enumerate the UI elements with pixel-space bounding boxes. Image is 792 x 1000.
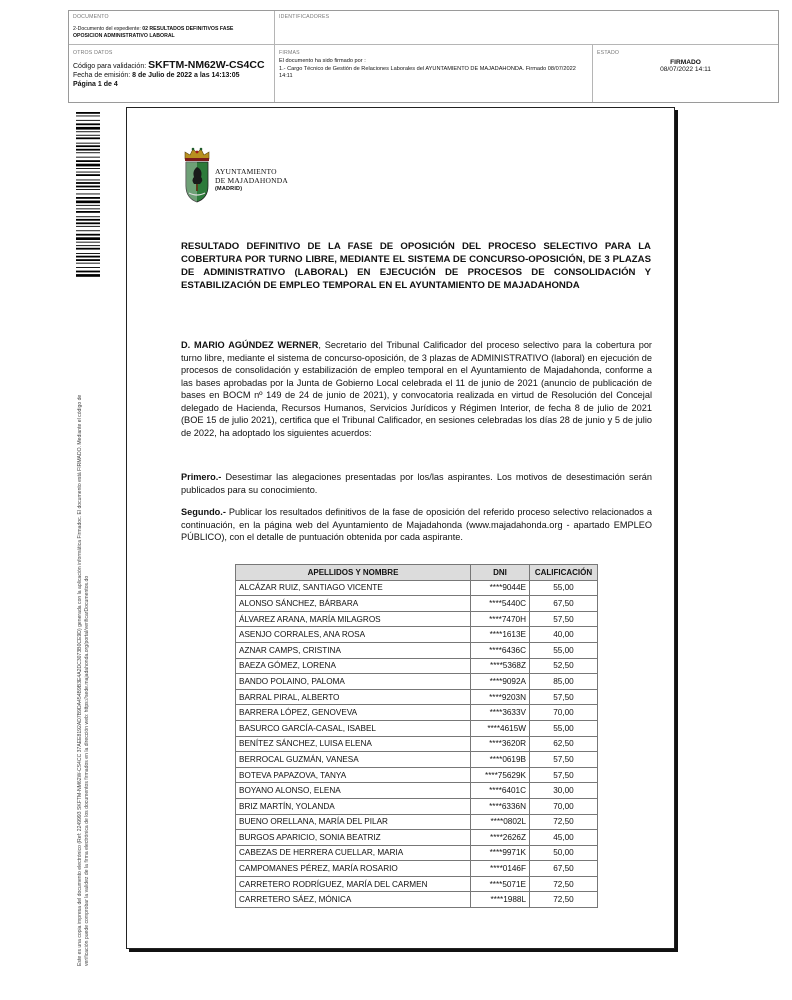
cell-nombre: AZNAR CAMPS, CRISTINA (236, 642, 471, 658)
documento-title (73, 26, 243, 40)
table-row (236, 674, 598, 690)
table-row (236, 892, 598, 908)
table-row (236, 596, 598, 612)
cell-dni: ****9092A (471, 674, 530, 690)
segundo-paragraph (181, 506, 652, 544)
cell-dni: ****6336N (471, 798, 530, 814)
cell-nombre: BENÍTEZ SÁNCHEZ, LUISA ELENA (236, 736, 471, 752)
cell-calificacion: 72,50 (530, 892, 598, 908)
results-table (235, 564, 598, 908)
table-row (236, 720, 598, 736)
cell-calificacion: 67,50 (530, 596, 598, 612)
cell-nombre: BARRERA LÓPEZ, GENOVEVA (236, 705, 471, 721)
cell-nombre: BOTEVA PAPAZOVA, TANYA (236, 767, 471, 783)
primero-text: Desestimar las alegaciones presentadas por los/las aspirantes. Los motivos de desestimación serán publicados para su conocimiento. (181, 472, 652, 495)
cell-calificacion: 55,00 (530, 720, 598, 736)
primero-paragraph (181, 471, 652, 496)
cell-nombre: ÁLVAREZ ARANA, MARÍA MILAGROS (236, 611, 471, 627)
cell-calificacion: 55,00 (530, 580, 598, 596)
cell-nombre: BOYANO ALONSO, ELENA (236, 783, 471, 799)
cell-dni: ****0146F (471, 861, 530, 877)
otros-datos-label: OTROS DATOS (73, 50, 113, 56)
identificadores-label: IDENTIFICADORES (279, 14, 330, 20)
table-row (236, 845, 598, 861)
cell-calificacion: 52,50 (530, 658, 598, 674)
table-row (236, 783, 598, 799)
codigo-value[interactable]: SKFTM-NM62W-CS4CC (148, 59, 265, 71)
cell-nombre: BARRAL PIRAL, ALBERTO (236, 689, 471, 705)
cell-dni: ****9044E (471, 580, 530, 596)
codigo-validacion (73, 59, 270, 72)
cell-dni: ****4615W (471, 720, 530, 736)
cell-dni: ****0802L (471, 814, 530, 830)
cell-calificacion: 62,50 (530, 736, 598, 752)
cell-nombre: BUENO ORELLANA, MARÍA DEL PILAR (236, 814, 471, 830)
table-row (236, 658, 598, 674)
cell-calificacion: 57,50 (530, 767, 598, 783)
cell-nombre: BAEZA GÓMEZ, LORENA (236, 658, 471, 674)
cell-calificacion: 67,50 (530, 861, 598, 877)
cell-calificacion: 85,00 (530, 674, 598, 690)
cell-dni: ****1988L (471, 892, 530, 908)
cell-dni: ****5440C (471, 596, 530, 612)
cell-dni: ****9971K (471, 845, 530, 861)
segundo-label: Segundo.- (181, 507, 226, 517)
cell-calificacion: 57,50 (530, 752, 598, 768)
table-row (236, 705, 598, 721)
org-line-3: (MADRID) (215, 185, 243, 192)
coat-of-arms-icon (181, 146, 213, 208)
documento-cell (69, 11, 275, 45)
table-row (236, 580, 598, 596)
cell-calificacion: 55,00 (530, 642, 598, 658)
cell-dni: ****5368Z (471, 658, 530, 674)
cell-calificacion: 57,50 (530, 611, 598, 627)
identificadores-cell (275, 11, 778, 45)
barcode-icon (76, 112, 100, 278)
cell-calificacion: 45,00 (530, 830, 598, 846)
column-header-nombre: APELLIDOS Y NOMBRE (236, 565, 471, 581)
document-page (126, 107, 675, 949)
cell-nombre: BASURCO GARCÍA-CASAL, ISABEL (236, 720, 471, 736)
intro-text: , Secretario del Tribunal Calificador del proceso selectivo para la cobertura por turno libre, mediante el sistema de concurso-oposición, de 3 plazas de ADMINISTRATIVO (laboral) en ejecución de procesos de consolidación y estabilización de empleo temporal en el Ayuntamiento de Majadahonda, conforme a las bases aprobadas por la Junta de Gobierno Local celebrada el 11 de junio de 2021 (anuncio de publicación de bases en BOCM nº 149 de 24 de junio de 2021), y convocatoria realizada en virtud de Resolución del Concejal delegado de Hacienda, Recursos Humanos, Servicios Jurídicos y Régimen Interior, de fecha 8 de julio de 2021 (BOE 15 de julio 2021), certifica que el Tribunal Calificador, en sesiones celebradas los días 28 de junio y 5 de julio de 2022, ha adoptado los siguientes acuerdos: (181, 340, 652, 438)
cell-nombre: BERROCAL GUZMÁN, VANESA (236, 752, 471, 768)
org-line-2: DE MAJADAHONDA (215, 176, 289, 186)
table-row (236, 767, 598, 783)
estado-label: ESTADO (597, 50, 620, 56)
cell-dni: ****3620R (471, 736, 530, 752)
table-row (236, 752, 598, 768)
firmas-text: 1.- Cargo Técnico de Gestión de Relaciones Laborales del AYUNTAMIENTO DE MAJADAHONDA. Firmado 08/07/2022 14:11 (279, 65, 576, 80)
firmas-intro: El documento ha sido firmado por : (279, 58, 366, 64)
cell-nombre: CARRETERO SÁEZ, MÓNICA (236, 892, 471, 908)
cell-calificacion: 72,50 (530, 876, 598, 892)
secretary-name: D. MARIO AGÚNDEZ WERNER (181, 340, 319, 350)
cell-dni: ****9203N (471, 689, 530, 705)
estado-value: FIRMADO (670, 59, 701, 66)
document-metadata-header (68, 10, 779, 103)
cell-dni: ****6401C (471, 783, 530, 799)
fecha-label: Fecha de emisión: (73, 72, 133, 80)
firmas-cell (275, 45, 593, 102)
cell-calificacion: 72,50 (530, 814, 598, 830)
cell-nombre: BURGOS APARICIO, SONIA BEATRIZ (236, 830, 471, 846)
table-row (236, 611, 598, 627)
side-text-line-1: Este es una copia impresa del documento electrónico (Ref: 2249993 SKFTM-NM62W-CS4CC 37AEE8192AD7B9DA454B9B3E4A2DC3073B0CE9D) generada con la aplicación informática Firmadoc. El documento está FIRMADO. Mediante el código de (77, 394, 83, 966)
table-row (236, 642, 598, 658)
table-row (236, 627, 598, 643)
table-row (236, 830, 598, 846)
document-title: RESULTADO DEFINITIVO DE LA FASE DE OPOSICIÓN DEL PROCESO SELECTIVO PARA LA COBERTURA POR TURNO LIBRE, MEDIANTE EL SISTEMA DE CONCURSO-OPOSICIÓN, DE 3 PLAZAS DE ADMINISTRATIVO (LABORAL) EN EJECUCIÓN DE PROCESOS DE CONSOLIDACIÓN Y ESTABILIZACIÓN DE EMPLEO TEMPORAL EN EL AYUNTAMIENTO DE MAJADAHONDA (181, 241, 651, 292)
cell-nombre: ALONSO SÁNCHEZ, BÁRBARA (236, 596, 471, 612)
cell-dni: ****6436C (471, 642, 530, 658)
table-row (236, 876, 598, 892)
cell-dni: ****0619B (471, 752, 530, 768)
cell-calificacion: 40,00 (530, 627, 598, 643)
intro-paragraph (181, 339, 652, 439)
cell-calificacion: 70,00 (530, 705, 598, 721)
side-text-line-2: verificación puede comprobar la validez de la firma electrónica de los documentos firmados en la dirección web: https://sede.majadahonda.org/portal/verificarDocumentos.do (84, 575, 91, 966)
cell-dni: ****75629K (471, 767, 530, 783)
cell-calificacion: 50,00 (530, 845, 598, 861)
primero-label: Primero.- (181, 472, 222, 482)
codigo-label: Código para validación: (73, 63, 149, 70)
cell-calificacion: 57,50 (530, 689, 598, 705)
cell-dni: ****2626Z (471, 830, 530, 846)
table-row (236, 689, 598, 705)
table-row (236, 798, 598, 814)
cell-nombre: CAMPOMANES PÉREZ, MARÍA ROSARIO (236, 861, 471, 877)
table-row (236, 814, 598, 830)
results-table-body (236, 580, 598, 907)
table-row (236, 736, 598, 752)
table-row (236, 861, 598, 877)
cell-nombre: BANDO POLAINO, PALOMA (236, 674, 471, 690)
pagina-indicator: Página 1 de 4 (73, 80, 118, 88)
cell-calificacion: 30,00 (530, 783, 598, 799)
cell-dni: ****7470H (471, 611, 530, 627)
table-header-row (236, 565, 598, 581)
otros-datos-cell (69, 45, 275, 102)
documento-prefix: 2-Documento del expediente: (73, 26, 143, 32)
segundo-text: Publicar los resultados definitivos de la fase de oposición del referido proceso selectivo relacionados a continuación, en la página web del Ayuntamiento de Majadahonda (www.majadahonda.org - apartado EMPLEO PÚBLICO), con el detalle de puntuación obtenida por cada aspirante. (181, 507, 652, 543)
firmas-label: FIRMAS (279, 50, 300, 56)
fecha-emision (73, 72, 270, 81)
organization-name (215, 167, 288, 193)
estado-fecha: 08/07/2022 14:11 (660, 66, 711, 73)
cell-dni: ****3633V (471, 705, 530, 721)
column-header-dni: DNI (471, 565, 530, 581)
cell-nombre: ASENJO CORRALES, ANA ROSA (236, 627, 471, 643)
org-line-1: AYUNTAMIENTO (215, 167, 277, 176)
documento-name: 02 RESULTADOS DEFINITIVOS FASE OPOSICION ADMINISTRATIVO LABORAL (73, 26, 234, 40)
estado-cell (593, 45, 778, 102)
cell-nombre: CABEZAS DE HERRERA CUELLAR, MARIA (236, 845, 471, 861)
documento-label: DOCUMENTO (73, 14, 109, 20)
cell-nombre: ALCÁZAR RUIZ, SANTIAGO VICENTE (236, 580, 471, 596)
cell-calificacion: 70,00 (530, 798, 598, 814)
fecha-value: 8 de Julio de 2022 a las 14:13:05 (132, 72, 240, 80)
column-header-calificacion: CALIFICACIÓN (530, 565, 598, 581)
cell-nombre: CARRETERO RODRÍGUEZ, MARÍA DEL CARMEN (236, 876, 471, 892)
verification-side-text (77, 301, 91, 966)
cell-nombre: BRIZ MARTÍN, YOLANDA (236, 798, 471, 814)
cell-dni: ****5071E (471, 876, 530, 892)
cell-dni: ****1613E (471, 627, 530, 643)
